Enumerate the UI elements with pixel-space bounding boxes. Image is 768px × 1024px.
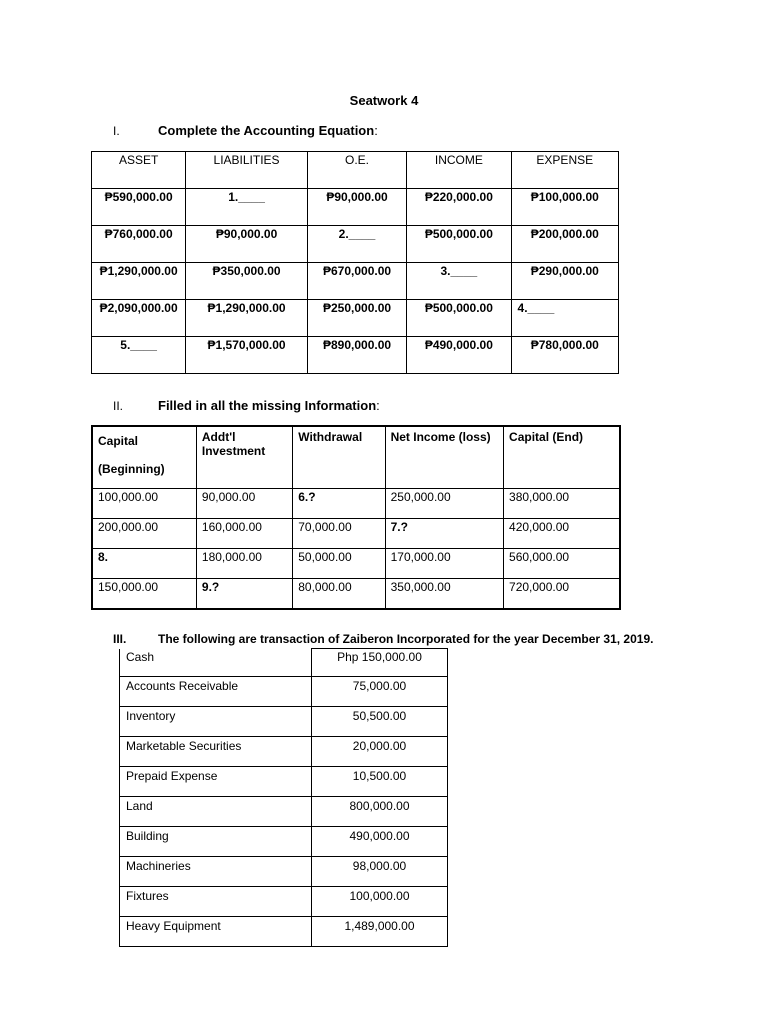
table-cell: ₱490,000.00 — [407, 337, 511, 374]
section-1-number: I. — [113, 124, 120, 138]
account-amount: 490,000.00 — [312, 827, 448, 857]
account-name: Accounts Receivable — [120, 677, 312, 707]
header-income: INCOME — [407, 152, 511, 189]
table-row — [92, 549, 620, 579]
table-cell: 250,000.00 — [385, 489, 503, 519]
table-row — [92, 489, 620, 519]
table-row — [92, 519, 620, 549]
account-amount: 10,500.00 — [312, 767, 448, 797]
header-additional-investment — [196, 426, 292, 489]
table-row — [120, 767, 448, 797]
header-addtl-line1: Addt'l — [201, 430, 236, 444]
missing-information-table — [91, 425, 621, 610]
table-cell: ₱90,000.00 — [186, 226, 308, 263]
page-title: Seatwork 4 — [349, 93, 419, 108]
section-1-heading-text: Complete the Accounting Equation — [158, 123, 375, 138]
table-row — [120, 857, 448, 887]
header-liabilities: LIABILITIES — [186, 152, 308, 189]
transactions-table — [119, 648, 448, 947]
table-cell: ₱1,570,000.00 — [186, 337, 308, 374]
table-cell: 90,000.00 — [196, 489, 292, 519]
blank-answer-9: 9.? — [196, 579, 292, 610]
table-row — [120, 797, 448, 827]
section-2-colon: : — [376, 398, 380, 413]
table-cell: ₱350,000.00 — [186, 263, 308, 300]
table-cell: ₱890,000.00 — [307, 337, 406, 374]
account-amount: 1,489,000.00 — [312, 917, 448, 947]
table-cell: 180,000.00 — [196, 549, 292, 579]
table-cell: ₱90,000.00 — [307, 189, 406, 226]
section-2-heading-text: Filled in all the missing Information — [158, 398, 377, 413]
account-name: Inventory — [120, 707, 312, 737]
header-expense: EXPENSE — [511, 152, 618, 189]
account-name: Land — [120, 797, 312, 827]
table-cell: ₱1,290,000.00 — [92, 263, 186, 300]
accounting-equation-table — [91, 151, 619, 374]
section-3-heading: The following are transaction of Zaiberon Incorporated for the year December 31, 2019. — [158, 632, 654, 646]
table-row — [92, 579, 620, 610]
table-row — [92, 300, 619, 337]
section-2-heading — [158, 398, 380, 413]
table-cell: ₱100,000.00 — [511, 189, 618, 226]
account-amount: 100,000.00 — [312, 887, 448, 917]
table-row — [92, 337, 619, 374]
account-name: Heavy Equipment — [120, 917, 312, 947]
header-asset: ASSET — [92, 152, 186, 189]
account-amount: 800,000.00 — [312, 797, 448, 827]
account-amount: 98,000.00 — [312, 857, 448, 887]
table-row — [120, 677, 448, 707]
account-name: Prepaid Expense — [120, 767, 312, 797]
table-cell: 70,000.00 — [293, 519, 385, 549]
table-cell: 200,000.00 — [92, 519, 196, 549]
section-3-number: III. — [113, 632, 127, 646]
table-cell: 560,000.00 — [504, 549, 620, 579]
table-row — [92, 226, 619, 263]
account-name: Cash — [120, 649, 312, 677]
table-cell: ₱1,290,000.00 — [186, 300, 308, 337]
header-capital-line2: (Beginning) — [98, 462, 165, 476]
table-row — [120, 707, 448, 737]
table-cell: 150,000.00 — [92, 579, 196, 610]
table-header-row — [92, 152, 619, 189]
table-cell: ₱500,000.00 — [407, 226, 511, 263]
account-amount: 75,000.00 — [312, 677, 448, 707]
table-cell: ₱2,090,000.00 — [92, 300, 186, 337]
table-cell: ₱590,000.00 — [92, 189, 186, 226]
table-row — [120, 827, 448, 857]
header-owners-equity: O.E. — [307, 152, 406, 189]
account-name: Fixtures — [120, 887, 312, 917]
table-cell: ₱500,000.00 — [407, 300, 511, 337]
table-cell: ₱250,000.00 — [307, 300, 406, 337]
table-cell: 420,000.00 — [504, 519, 620, 549]
blank-answer-7: 7.? — [385, 519, 503, 549]
section-2-number: II. — [113, 399, 124, 413]
table-cell: 50,000.00 — [293, 549, 385, 579]
section-1-heading — [158, 123, 378, 138]
header-withdrawal: Withdrawal — [293, 426, 385, 489]
table-header-row — [92, 426, 620, 489]
header-capital-beginning — [92, 426, 196, 489]
blank-answer-1: 1.____ — [186, 189, 308, 226]
account-amount: Php 150,000.00 — [312, 649, 448, 677]
blank-answer-5: 5.____ — [92, 337, 186, 374]
header-net-income: Net Income (loss) — [385, 426, 503, 489]
table-cell: 160,000.00 — [196, 519, 292, 549]
table-cell: ₱760,000.00 — [92, 226, 186, 263]
account-name: Marketable Securities — [120, 737, 312, 767]
table-cell: 80,000.00 — [293, 579, 385, 610]
blank-answer-8: 8. — [92, 549, 196, 579]
table-cell: ₱220,000.00 — [407, 189, 511, 226]
table-row — [120, 917, 448, 947]
table-cell: ₱670,000.00 — [307, 263, 406, 300]
table-row — [92, 189, 619, 226]
blank-answer-2: 2.____ — [307, 226, 406, 263]
blank-answer-4: 4.____ — [511, 300, 618, 337]
table-cell: ₱780,000.00 — [511, 337, 618, 374]
table-cell: 380,000.00 — [504, 489, 620, 519]
header-capital-line1: Capital — [98, 434, 139, 448]
table-row — [120, 887, 448, 917]
table-cell: 720,000.00 — [504, 579, 620, 610]
header-capital-end: Capital (End) — [504, 426, 620, 489]
header-addtl-line2: Investment — [201, 444, 266, 458]
table-row — [92, 263, 619, 300]
account-amount: 20,000.00 — [312, 737, 448, 767]
table-cell: ₱200,000.00 — [511, 226, 618, 263]
table-cell: 170,000.00 — [385, 549, 503, 579]
blank-answer-6: 6.? — [293, 489, 385, 519]
account-name: Machineries — [120, 857, 312, 887]
account-amount: 50,500.00 — [312, 707, 448, 737]
table-row — [120, 649, 448, 677]
table-cell: 100,000.00 — [92, 489, 196, 519]
blank-answer-3: 3.____ — [407, 263, 511, 300]
account-name: Building — [120, 827, 312, 857]
table-row — [120, 737, 448, 767]
table-cell: ₱290,000.00 — [511, 263, 618, 300]
table-cell: 350,000.00 — [385, 579, 503, 610]
section-1-colon: : — [374, 123, 378, 138]
